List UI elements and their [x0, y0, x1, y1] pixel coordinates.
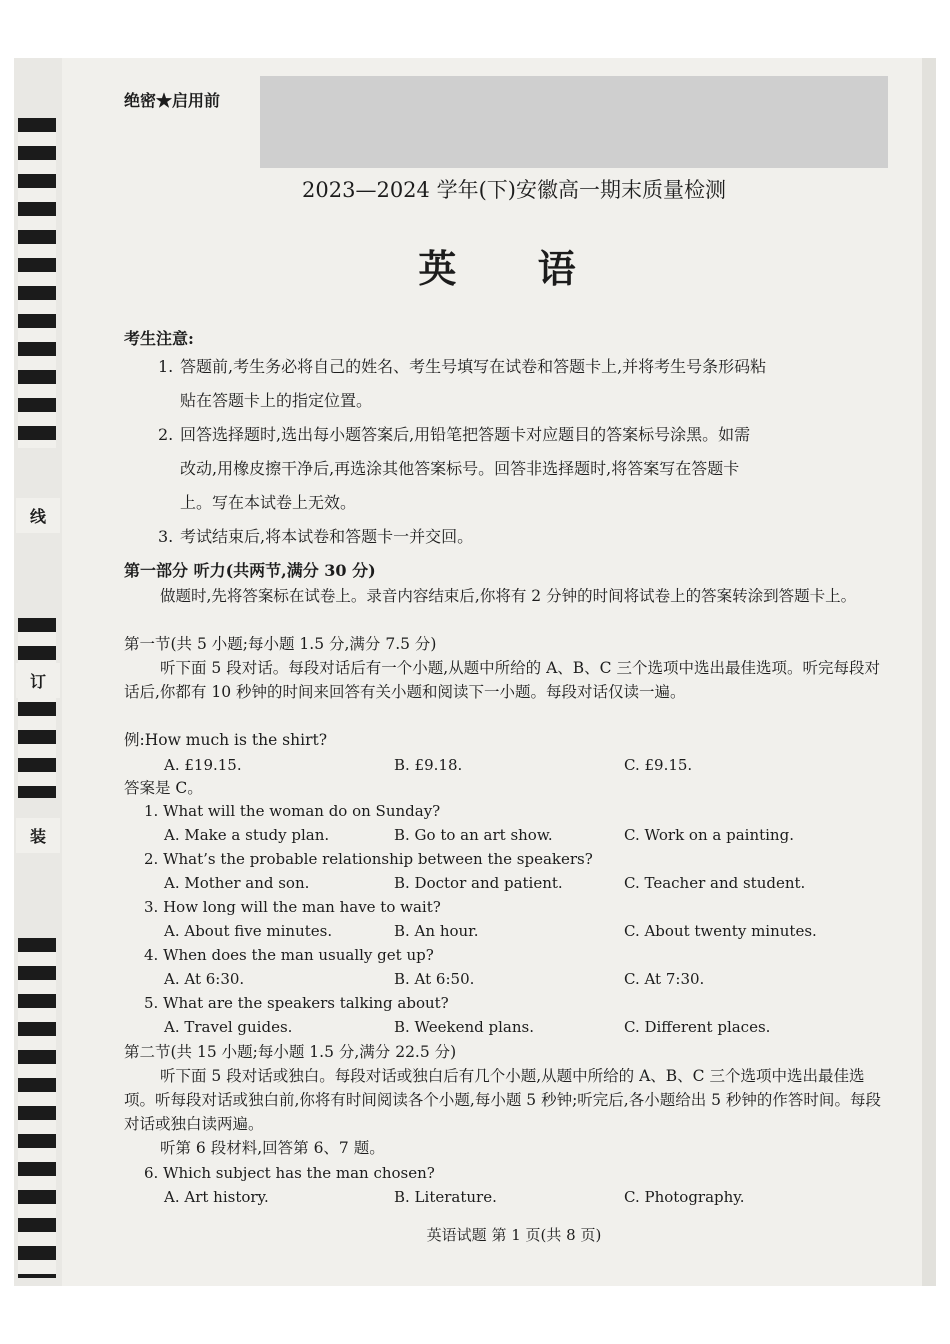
- q4-option-c: C. At 7:30.: [624, 970, 705, 988]
- example-option-b: B. £9.18.: [394, 756, 463, 774]
- question-1: 1. What will the woman do on Sunday?: [144, 802, 441, 820]
- part1-instruction: 做题时,先将答案标在试卷上。录音内容结束后,你将有 2 分钟的时间将试卷上的答案转涂到答题卡上。: [160, 587, 857, 605]
- part1-heading: 第一部分 听力(共两节,满分 30 分): [124, 561, 376, 580]
- question-4: 4. When does the man usually get up?: [144, 946, 434, 964]
- subject-title: 英 语: [418, 246, 610, 291]
- section1-instruction: 听下面 5 段对话。每段对话后有一个小题,从题中所给的 A、B、C 三个选项中选出最佳选项。听完每段对话后,你都有 10 秒钟的时间来回答有关小题和阅读下一小题。每段对话仅读一遍。: [124, 659, 880, 701]
- question-6: 6. Which subject has the man chosen?: [144, 1164, 435, 1182]
- q6-option-a: A. Art history.: [164, 1188, 269, 1206]
- binding-bars-middle: [18, 618, 56, 798]
- section1-heading: 第一节(共 5 小题;每小题 1.5 分,满分 7.5 分): [124, 635, 437, 653]
- example-question: 例:How much is the shirt?: [124, 731, 328, 749]
- q2-option-b: B. Doctor and patient.: [394, 874, 563, 892]
- q2-option-a: A. Mother and son.: [164, 874, 310, 892]
- q6-option-c: C. Photography.: [624, 1188, 745, 1206]
- q5-option-b: B. Weekend plans.: [394, 1018, 534, 1036]
- binding-bars-bottom: [18, 938, 56, 1278]
- notice-item-3: 3. 考试结束后,将本试卷和答题卡一并交回。: [158, 527, 474, 546]
- q3-option-a: A. About five minutes.: [164, 922, 333, 940]
- q4-option-b: B. At 6:50.: [394, 970, 475, 988]
- page-footer: 英语试题 第 1 页(共 8 页): [426, 1226, 602, 1244]
- q2-option-c: C. Teacher and student.: [624, 874, 806, 892]
- q5-option-c: C. Different places.: [624, 1018, 771, 1036]
- material-note: 听第 6 段材料,回答第 6、7 题。: [160, 1139, 385, 1157]
- section2-heading: 第二节(共 15 小题;每小题 1.5 分,满分 22.5 分): [124, 1043, 457, 1061]
- binding-label-bind: 装: [16, 818, 60, 853]
- page-content: [124, 58, 904, 1286]
- question-3: 3. How long will the man have to wait?: [144, 898, 441, 916]
- q5-option-a: A. Travel guides.: [164, 1018, 293, 1036]
- q1-option-c: C. Work on a painting.: [624, 826, 794, 844]
- page-edge: [922, 58, 936, 1286]
- notice-item-2: 2. 回答选择题时,选出每小题答案后,用铅笔把答题卡对应题目的答案标号涂黑。如需 改动,用橡皮擦干净后,再选涂其他答案标号。回答非选择题时,将答案写在答题卡 上。写在本试卷上无效。: [158, 425, 751, 512]
- redacted-area: [260, 76, 888, 168]
- question-5: 5. What are the speakers talking about?: [144, 994, 449, 1012]
- section2-instruction: 听下面 5 段对话或独白。每段对话或独白后有几个小题,从题中所给的 A、B、C 三个选项中选出最佳选项。听每段对话或独白前,你将有时间阅读各个小题,每小题 5 秒钟;听完后,各小题给出 5 秒钟的作答时间。每段对话或独白读两遍。: [124, 1067, 881, 1133]
- q3-option-c: C. About twenty minutes.: [624, 922, 817, 940]
- question-2: 2. What’s the probable relationship between the speakers?: [144, 850, 593, 868]
- example-answer: 答案是 C。: [124, 779, 203, 797]
- q4-option-a: A. At 6:30.: [164, 970, 245, 988]
- binding-label-line: 线: [16, 498, 60, 533]
- q6-option-b: B. Literature.: [394, 1188, 497, 1206]
- binding-label-order: 订: [16, 663, 60, 698]
- q3-option-b: B. An hour.: [394, 922, 479, 940]
- notice-item-1: 1. 答题前,考生务必将自己的姓名、考生号填写在试卷和答题卡上,并将考生号条形码粘 贴在答题卡上的指定位置。: [158, 357, 767, 410]
- binding-bars-top: [18, 118, 56, 448]
- binding-margin: [14, 58, 62, 1286]
- secret-label: 绝密★启用前: [124, 91, 221, 110]
- exam-page: [14, 58, 936, 1286]
- example-option-c: C. £9.15.: [624, 756, 693, 774]
- exam-title: 2023—2024 学年(下)安徽高一期末质量检测: [302, 178, 726, 202]
- q1-option-a: A. Make a study plan.: [164, 826, 330, 844]
- example-option-a: A. £19.15.: [164, 756, 242, 774]
- q1-option-b: B. Go to an art show.: [394, 826, 553, 844]
- notice-heading: 考生注意:: [124, 329, 194, 348]
